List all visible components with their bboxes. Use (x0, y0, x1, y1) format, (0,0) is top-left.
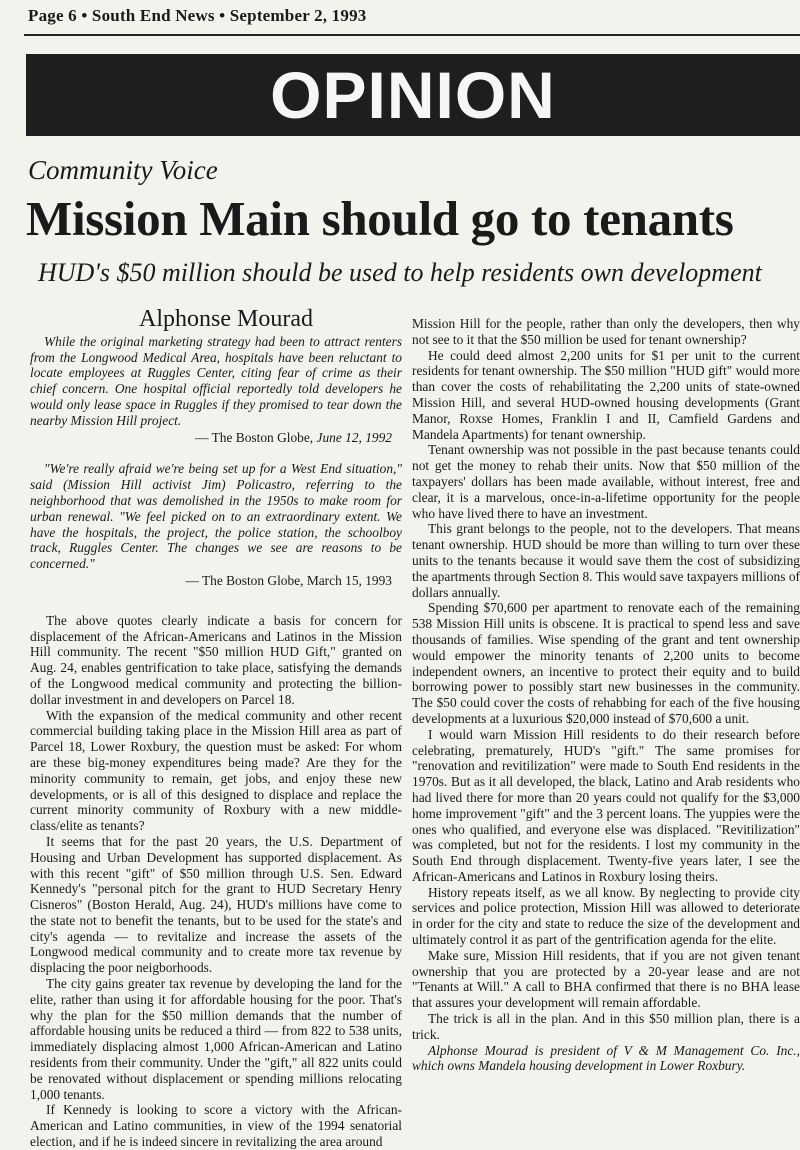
body-paragraph: History repeats itself, as we all know. By neglecting to provide city services and police protection, Mission Hill was allowed to deteriorate in order for the city and state to reduce the size of the development and ultimately control it as part of the gentrification agenda for the elite. (412, 884, 800, 948)
epigraph-quote-1: While the original marketing strategy had been to attract renters from the Longwood Medical Area, hospitals have been reluctant to locate employees at Ruggles Center, citing fear of crime as their chief concern. One hospital official reportedly told developers he would only lease space in Ruggles if they promised to tear down the nearby Mission Hill project. (30, 333, 402, 428)
headline: Mission Main should go to tenants (26, 191, 734, 246)
body-paragraph: With the expansion of the medical community and other recent commercial building taking place in the Mission Hill area as part of Parcel 18, Lower Roxbury, the question must be asked: For whom are these big-money expenditures being made? Are they for the minority community to remain, get jobs, and enjoy these new developments, or is all of this designed to displace and replace the current minority community of Roxbury with a new middle-class/elite as tenants? (30, 707, 402, 834)
body-paragraph: This grant belongs to the people, not to the developers. That means tenant ownership. HUD should be more than willing to turn over these units to the tenants because it would save them the cost of subsidizing the apartments through Section 8. This would save taxpayers millions of dollars annually. (412, 521, 800, 600)
byline: Alphonse Mourad (139, 306, 313, 332)
body-paragraph: The trick is all in the plan. And in this $50 million plan, there is a trick. (412, 1011, 800, 1042)
subheadline: HUD's $50 million should be used to help residents own development (38, 258, 762, 287)
right-column (412, 316, 800, 1074)
epigraph-quote-2: "We're really afraid we're being set up for a West End situation," said (Mission Hill activist Jim) Policastro, referring to the neighborhood that was demolished in the 1950s to make room for urban renewal. "We feel picked on to an extraordinary extent. We have the hospitals, the project, the police station, the schoolboy track, Ruggles Center. The changes we see are reasons to be concerned." (30, 461, 402, 572)
body-paragraph: Mission Hill for the people, rather than only the developers, then why not see to it that the $50 million be used for tenant ownership? (412, 316, 800, 347)
page-folio: Page 6 • South End News • September 2, 1993 (28, 6, 367, 25)
body-paragraph: I would warn Mission Hill residents to do their research before celebrating, prematurely, HUD's "gift." The same promises for "renovation and revitilization" were made to South End residents in the 1970s. But as it all developed, the black, Latino and Arab residents who had lived there for more than 20 years could not qualify for the $3,000 home improvement "gift" and the 3 percent loans. The yuppies were the ones who qualified, and everyone else was displaced. "Revitilization" was completed, but not for the residents. I lost my community in the South End through displacement. Twenty-five years later, I see the African-Americans and Latinos in Roxbury losing theirs. (412, 726, 800, 884)
section-banner: OPINION (26, 54, 800, 136)
body-paragraph: Tenant ownership was not possible in the past because tenants could not get the money to rehab their units. Now that $50 million of the taxpayers' dollars has been made available, without interest, free and clear, it is a marvelous, once-in-a-lifetime opportunity for the people who have lived there to have an investment. (412, 442, 800, 521)
author-bio: Alphonse Mourad is president of V & M Management Co. Inc., which owns Mandela housing development in Lower Roxbury. (412, 1042, 800, 1074)
left-column (30, 306, 402, 1150)
epigraph-source-1: — The Boston Globe, June 12, 1992 (195, 429, 392, 445)
body-paragraph: Spending $70,600 per apartment to renovate each of the remaining 538 Mission Hill units is obscene. It is practical to spend less and save thousands of families. Wise spending of the grant and tent ownership would empower the minority tenants of 2,200 units to become independent owners, an incentive to protect their equity and to build borrowing power to possibly start new businesses in the community. The $50 could cover the costs of rehabbing for each of the five housing developments at a luxurious $20,000 instead of $70,600 a unit. (412, 600, 800, 726)
top-rule (24, 34, 800, 36)
body-paragraph: It seems that for the past 20 years, the U.S. Department of Housing and Urban Development has supported displacement. As with this recent "gift" of $50 million through U.S. Sen. Edward Kennedy's "personal pitch for the grant to HUD Secretary Henry Cisneros" (Boston Herald, Aug. 24), HUD's millions have come to the state not to benefit the tenants, but to be used for the state's and city's agenda — to revitalize and increase the assets of the Longwood medical community and to create more tax revenue by displacing the poor neigborhoods. (30, 833, 402, 976)
body-paragraph: The above quotes clearly indicate a basis for concern for displacement of the African-Americans and Latinos in the Mission Hill community. The recent "$50 million HUD Gift," granted on Aug. 24, enables gentrification to take place, satisfying the demands of the Longwood medical community and protecting the billion-dollar investment in and developers on Parcel 18. (30, 612, 402, 707)
body-paragraph: If Kennedy is looking to score a victory with the African-American and Latino communities, in view of the 1994 senatorial election, and if he is indeed sincere in revitalizing the area around (30, 1102, 402, 1150)
body-paragraph: Make sure, Mission Hill residents, that if you are not given tenant ownership that you are protected by a 20-year lease and are not "Tenants at Will." A call to BHA confirmed that there is no BHA lease that assures your development will remain affordable. (412, 947, 800, 1011)
body-paragraph: He could deed almost 2,200 units for $1 per unit to the current residents for tenant ownership. The $50 million "HUD gift" would more than cover the costs of rehabilitating the 2,200 units of state-owned Mission Hill, and several HUD-owned housing developments (Grant Manor, Roxse Homes, Franklin I and II, Camfield Gardens and Mandela Apartments) for tenant ownership. (412, 347, 800, 442)
epigraph-source-2: — The Boston Globe, March 15, 1993 (185, 572, 392, 588)
body-paragraph: The city gains greater tax revenue by developing the land for the elite, rather than using it for affordable housing for the poor. That's why the plan for the $50 million demands that the number of affordable housing units be reduced a third — from 822 to 538 units, immediately displacing almost 1,000 African-American and Latino residents from their community. Under the "gift," all 822 units could be renovated without displacement or spending millions relocating 1,000 tenants. (30, 976, 402, 1102)
column-kicker: Community Voice (28, 155, 218, 185)
